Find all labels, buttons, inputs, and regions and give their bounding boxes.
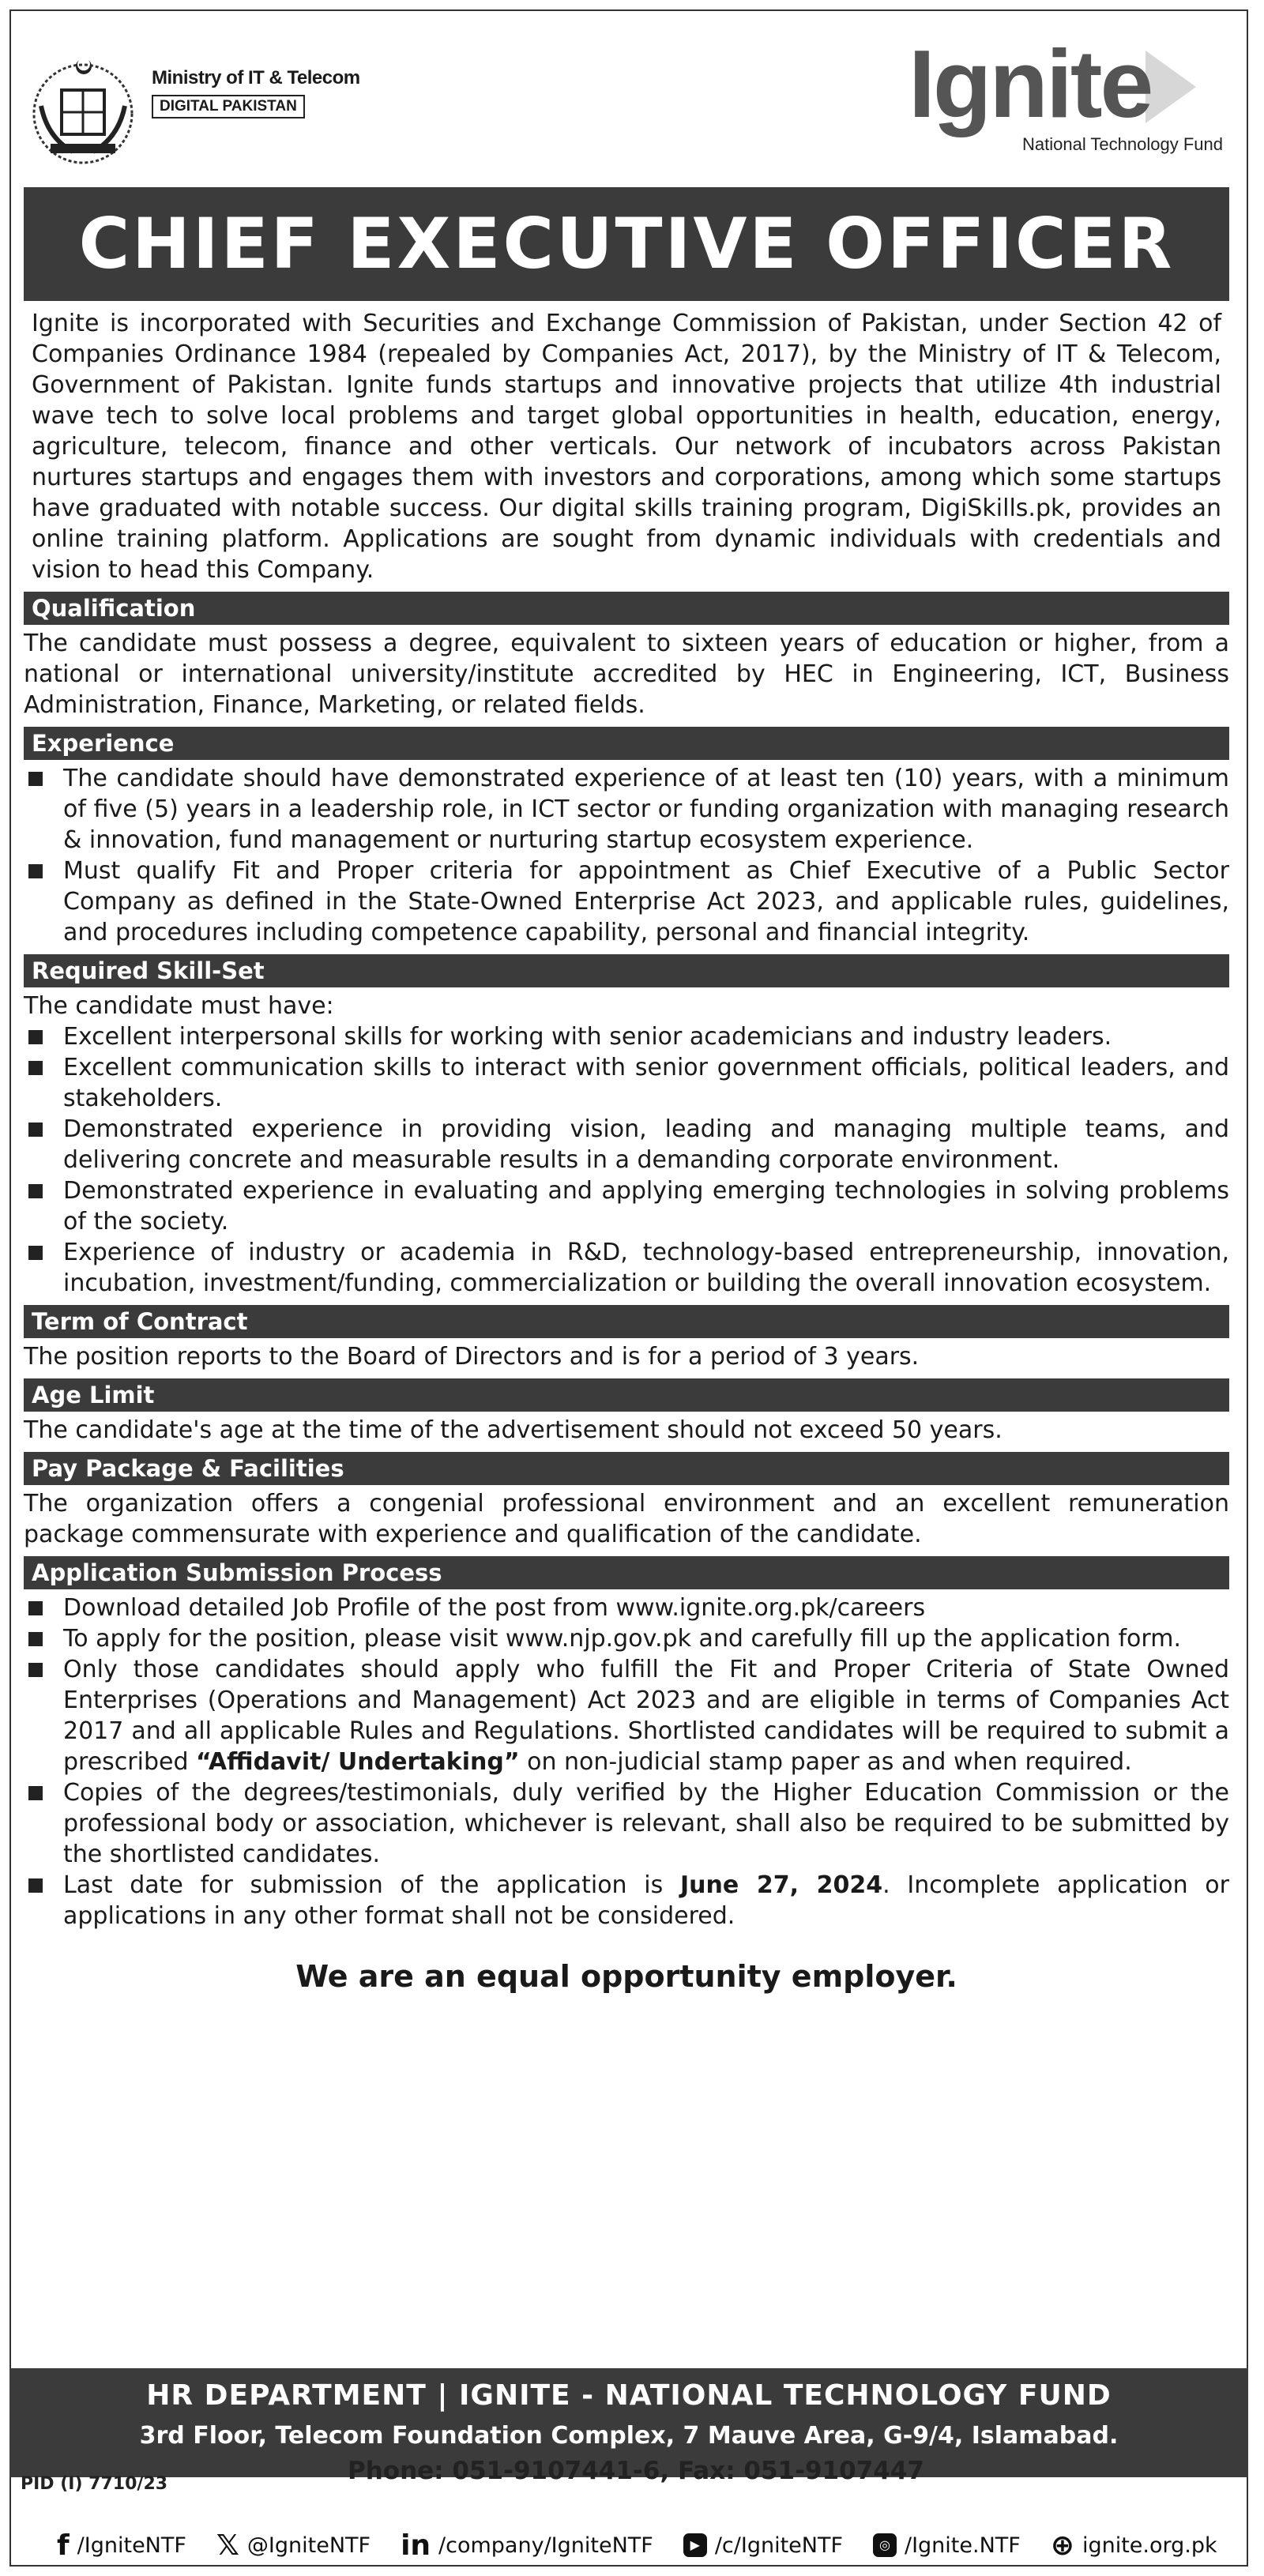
bullet-icon bbox=[28, 1632, 43, 1646]
social-links bbox=[57, 2528, 1247, 2563]
x-link[interactable]: 𝕏 @IgniteNTF bbox=[216, 2529, 371, 2562]
youtube-icon: ▶ bbox=[683, 2533, 707, 2557]
intro-paragraph: Ignite is incorporated with Securities and Exchange Commission of Pakistan, under Section 42 of Companies Ordinance 1984 (repealed by Companies Act, 2017), by the Ministry of IT & Telecom, Government of Pakistan. Ignite funds startups and innovative projects that utilize 4th industrial wave tech to solve local problems and target global opportunities in health, education, energy, agriculture, telecom, finance and other verticals. Our network of incubators across Pakistan nurtures startups and engages them with investors and corporations, among which some startups have graduated with notable success. Our digital skills training program, DigiSkills.pk, provides an online training platform. Applications are sought from dynamic individuals with credentials and vision to head this Company. bbox=[32, 310, 1221, 584]
list-item: Experience of industry or academia in R&D, technology-based entrepreneurship, innovation, incubation, investment/funding, commercialization or building the overall innovation ecosystem. bbox=[24, 1237, 1229, 1299]
linkedin-link[interactable]: in /company/IgniteNTF bbox=[401, 2529, 653, 2562]
equal-opportunity-statement: We are an equal opportunity employer. bbox=[295, 1959, 957, 1994]
list-item: Must qualify Fit and Proper criteria for appointment as Chief Executive of a Public Sector Company as defined in the State-Owned Enterprise Act 2023, and applicable rules, guidelines, and procedures including competence capability, personal and financial integrity. bbox=[24, 856, 1229, 948]
skills-lead: The candidate must have: bbox=[24, 992, 334, 1020]
section-heading-qualification: Qualification bbox=[24, 592, 1229, 625]
skills-list bbox=[24, 1021, 1229, 1299]
list-item: Download detailed Job Profile of the post from www.ignite.org.pk/careers bbox=[24, 1593, 1229, 1623]
ministry-name: Ministry of IT & Telecom bbox=[152, 67, 360, 88]
bullet-icon bbox=[28, 1663, 43, 1677]
pid-number: PID (I) 7710/23 bbox=[21, 2474, 168, 2494]
bullet-icon bbox=[28, 1123, 43, 1137]
footer-address: 3rd Floor, Telecom Foundation Complex, 7 Mauve Area, G-9/4, Islamabad. bbox=[139, 2422, 1119, 2450]
bullet-icon bbox=[28, 864, 43, 878]
bullet-icon bbox=[28, 1184, 43, 1198]
bullet-icon bbox=[28, 772, 43, 786]
section-heading-term: Term of Contract bbox=[24, 1305, 1229, 1338]
list-item: The candidate should have demonstrated experience of at least ten (10) years, with a minimum of five (5) years in a leadership role, in ICT sector or funding organization with managing research & innovation, fund management or nurturing startup ecosystem experience. bbox=[24, 763, 1229, 856]
government-emblem-icon bbox=[24, 51, 142, 169]
section-heading-age: Age Limit bbox=[24, 1378, 1229, 1412]
website-link[interactable]: ⊕ ignite.org.pk bbox=[1050, 2529, 1217, 2562]
section-heading-application: Application Submission Process bbox=[24, 1556, 1229, 1589]
ignite-logo bbox=[908, 30, 1240, 158]
term-text: The position reports to the Board of Directors and is for a period of 3 years. bbox=[24, 1343, 920, 1371]
qualification-text: The candidate must possess a degree, equivalent to sixteen years of education or higher, from a national or international university/institute accredited by HEC in Engineering, ICT, Business Administration, Finance, Marketing, or related fields. bbox=[24, 630, 1229, 719]
experience-list bbox=[24, 763, 1229, 948]
logo-wordmark: Ignite bbox=[908, 30, 1152, 137]
list-item: Excellent communication skills to interact with senior government officials, political leaders, and stakeholders. bbox=[24, 1052, 1229, 1114]
bullet-icon bbox=[28, 1246, 43, 1260]
list-item: Demonstrated experience in providing vision, leading and managing multiple teams, and delivering concrete and measurable results in a demanding corporate environment. bbox=[24, 1114, 1229, 1175]
logo-arrow-icon bbox=[1146, 51, 1196, 123]
page-title: CHIEF EXECUTIVE OFFICER bbox=[24, 187, 1229, 301]
globe-icon: ⊕ bbox=[1050, 2529, 1074, 2562]
instagram-icon: ◎ bbox=[873, 2533, 897, 2557]
instagram-link[interactable]: ◎ /Ignite.NTF bbox=[873, 2533, 1021, 2558]
list-item: Demonstrated experience in evaluating and applying emerging technologies in solving problems of the society. bbox=[24, 1175, 1229, 1237]
facebook-icon: f bbox=[57, 2529, 70, 2562]
list-item: Copies of the degrees/testimonials, duly verified by the Higher Education Commission or the professional body or association, whichever is relevant, shall also be required to be submitted by the shortlisted candidates. bbox=[24, 1777, 1229, 1870]
digital-pakistan-label: DIGITAL PAKISTAN bbox=[152, 95, 305, 118]
age-text: The candidate's age at the time of the advertisement should not exceed 50 years. bbox=[24, 1416, 1003, 1444]
youtube-link[interactable]: ▶ /c/IgniteNTF bbox=[683, 2533, 843, 2558]
bullet-icon bbox=[28, 1878, 43, 1893]
bullet-icon bbox=[28, 1061, 43, 1075]
linkedin-icon: in bbox=[401, 2529, 431, 2562]
advertisement-body bbox=[24, 308, 1229, 1992]
bullet-icon bbox=[28, 1601, 43, 1615]
footer-phone: Phone: 051-9107441-6, Fax: 051-9107447 bbox=[348, 2457, 924, 2485]
list-item: Last date for submission of the application is June 27, 2024. Incomplete application or applications in any other format shall not be considered. bbox=[24, 1870, 1229, 1931]
application-list bbox=[24, 1593, 1229, 1931]
section-heading-experience: Experience bbox=[24, 727, 1229, 760]
list-item: Only those candidates should apply who fulfill the Fit and Proper Criteria of State Owned Enterprises (Operations and Management) Act 2023 and are eligible in terms of Companies Act 2017 and all applicable Rules and Regulations. Shortlisted candidates will be required to submit a prescribed “Affidavit/ Undertaking” on non-judicial stamp paper as and when required. bbox=[24, 1654, 1229, 1777]
x-icon: 𝕏 bbox=[216, 2529, 239, 2562]
list-item: Excellent interpersonal skills for working with senior academicians and industry leaders. bbox=[24, 1021, 1229, 1052]
bullet-icon bbox=[28, 1786, 43, 1800]
bullet-icon bbox=[28, 1030, 43, 1044]
footer-department: HR DEPARTMENT | IGNITE - NATIONAL TECHNOLOGY FUND bbox=[146, 2379, 1112, 2412]
section-heading-pay: Pay Package & Facilities bbox=[24, 1452, 1229, 1485]
list-item: To apply for the position, please visit www.njp.gov.pk and carefully fill up the application form. bbox=[24, 1623, 1229, 1654]
header bbox=[24, 30, 1240, 166]
logo-tagline: National Technology Fund bbox=[1022, 134, 1223, 154]
pay-text: The organization offers a congenial professional environment and an excellent remuneration package commensurate with experience and qualification of the candidate. bbox=[24, 1490, 1229, 1548]
section-heading-skills: Required Skill-Set bbox=[24, 954, 1229, 987]
facebook-link[interactable]: f /IgniteNTF bbox=[57, 2529, 186, 2562]
